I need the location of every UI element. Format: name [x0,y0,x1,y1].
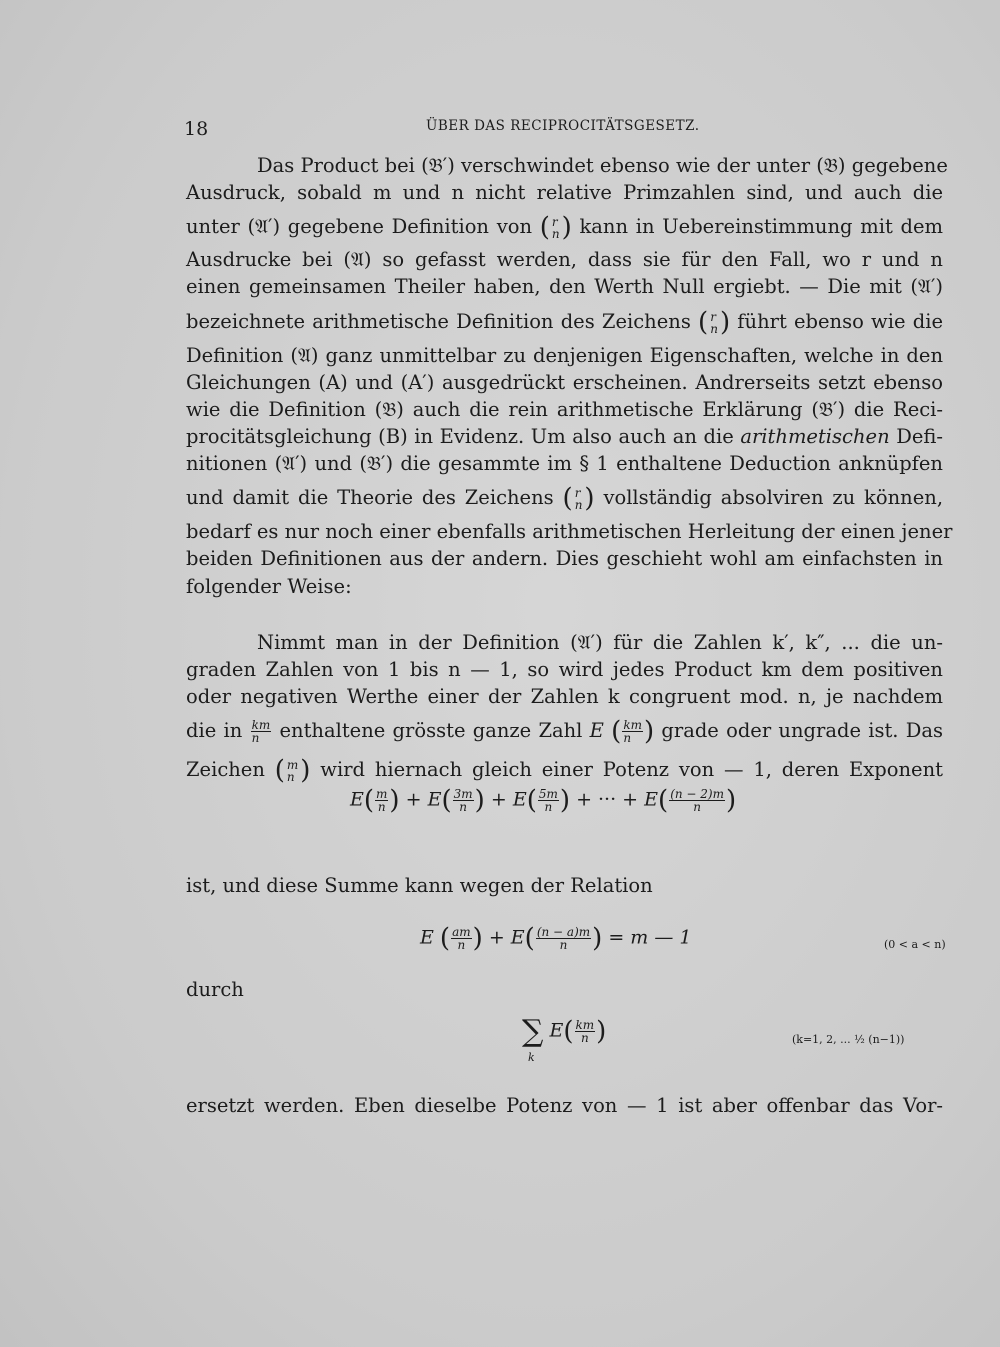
text-line: unter (𝔄′) gegebene Definition von ( r n ) kann in Uebereinstimmung mit dem [186,212,944,243]
running-title: ÜBER DAS RECIPROCITÄTSGESETZ. [426,118,700,134]
text-line: beiden Definitionen aus der andern. Dies geschieht wohl am einfachsten in [186,547,943,570]
condition-k: (k=1, 2, ... ½ (n−1)) [792,1033,905,1046]
legendre-symbol: r n [551,214,560,241]
text-line: folgender Weise: [186,575,352,598]
legendre-symbol: r n [574,485,583,512]
fraction-km-n: $\frac{km}{n}$ [251,718,271,745]
text-line: Ausdruck, sobald m und n nicht relative Primzahlen sind, und auch die [186,181,943,204]
text-line: durch [186,978,244,1001]
text-line: Zeichen ( m n ) wird hiernach gleich einer Potenz von — 1, deren Exponent [186,755,943,786]
text-line: ersetzt werden. Eben dieselbe Potenz von — 1 ist aber offenbar das Vor- [186,1094,943,1117]
text-line: Nimmt man in der Definition (𝔄′) für die Zahlen k′, k″, ... die un- [257,631,943,654]
text-line: oder negativen Werthe einer der Zahlen k congruent mod. n, je nachdem [186,685,943,708]
text-line: Das Product bei (𝔅′) verschwindet ebenso wie der unter (𝔅) gegebene [257,154,948,177]
sum-formula: ∑ E( $\frac{km}{n}$ ) [522,1014,607,1049]
text-line: die in $\frac{km}{n}$ enthaltene grösste ganze Zahl E ( $\frac{km}{n}$ ) grade oder ungrade ist. Das [186,716,944,747]
text-line: bedarf es nur noch einer ebenfalls arithmetischen Herleitung der einen jener [186,520,953,543]
exponent-formula: E( $\frac{m}{n}$ ) + E( $\frac{3m}{n}$ ) + E( $\frac{5m}{n}$ ) + ··· + E( $\frac{(n - 2)m}{n}$ ) [350,785,737,816]
text-line: Gleichungen (A) und (A′) ausgedrückt erscheinen. Andrerseits setzt ebenso [186,371,943,394]
text-line: und damit die Theorie des Zeichens ( r n ) vollständig absolviren zu können, [186,483,944,514]
legendre-symbol: m n [286,757,299,784]
text-line: einen gemeinsamen Theiler haben, den Werth Null ergiebt. — Die mit (𝔄′) [186,275,943,298]
text-line: ist, und diese Summe kann wegen der Relation [186,874,653,897]
page-number: 18 [184,118,209,140]
text-line: Definition (𝔄) ganz unmittelbar zu denjenigen Eigenschaften, welche in den [186,344,943,367]
text-line: procitätsgleichung (B) in Evidenz. Um also auch an die arithmetischen Defi- [186,425,944,448]
sum-index: k [528,1051,535,1064]
condition-a: (0 < a < n) [884,938,946,951]
text-line: bezeichnete arithmetische Definition des Zeichens ( r n ) führt ebenso wie die [186,307,943,338]
relation-formula: E ( $\frac{am}{n}$ ) + E( $\frac{(n - a)m}{n}$ ) = m — 1 [420,923,692,954]
text-line: nitionen (𝔄′) und (𝔅′) die gesammte im § 1 enthaltene Deduction anknüpfen [186,452,943,475]
legendre-symbol: r n [710,309,718,336]
text-line: Ausdrucke bei (𝔄) so gefasst werden, dass sie für den Fall, wo r und n [186,248,943,271]
text-line: wie die Definition (𝔅) auch die rein arithmetische Erklärung (𝔅′) die Reci- [186,398,943,421]
text-line: graden Zahlen von 1 bis n — 1, so wird jedes Product km dem positiven [186,658,943,681]
